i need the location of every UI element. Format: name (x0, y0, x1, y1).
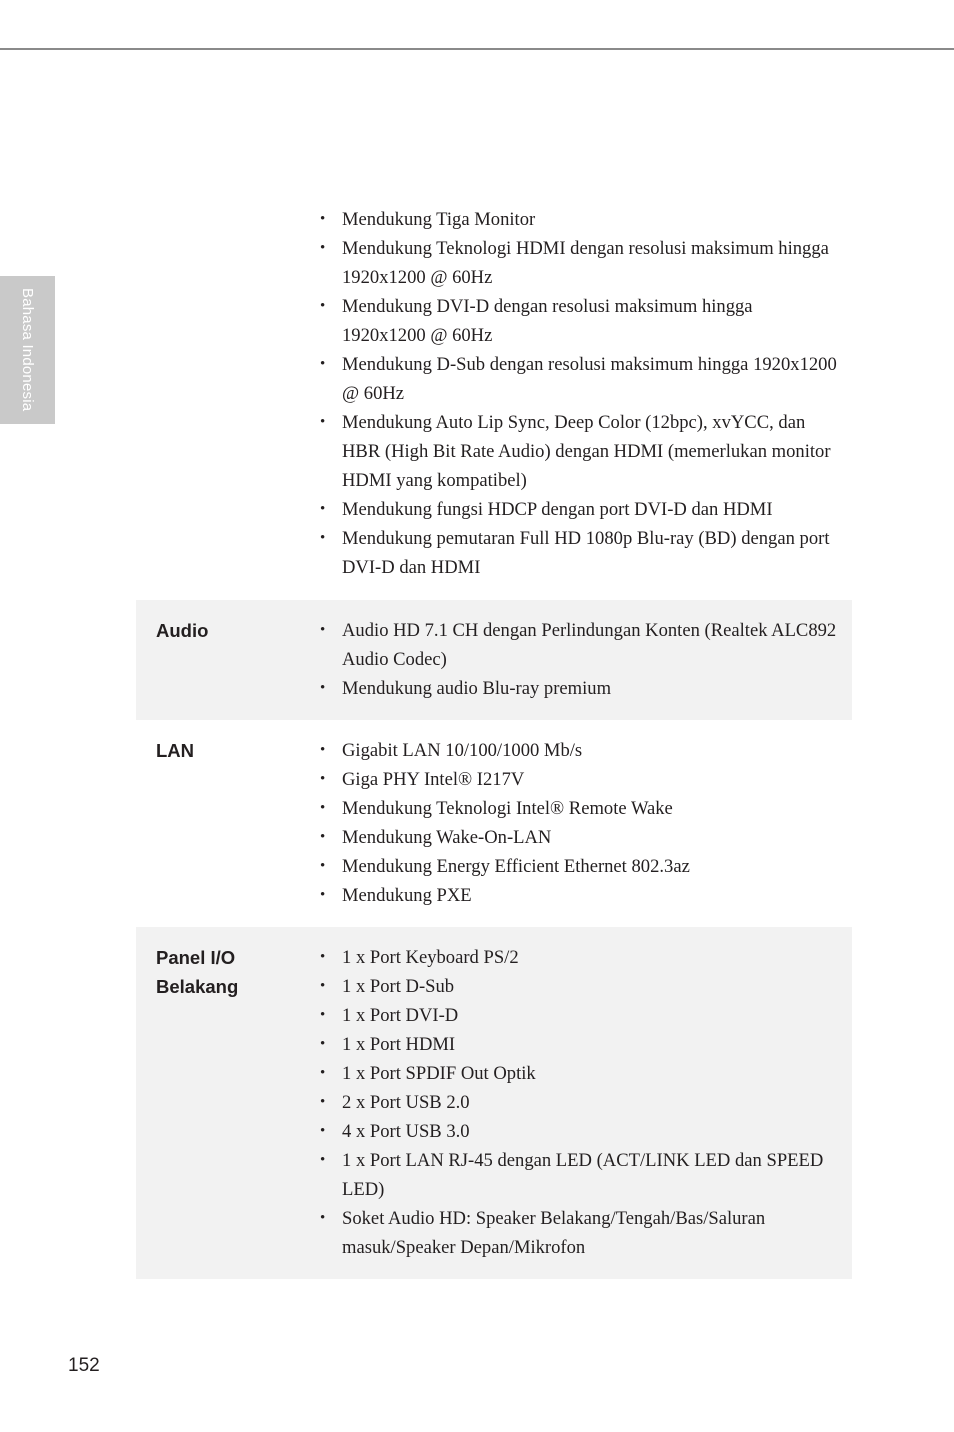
list-item: • Mendukung Teknologi HDMI dengan resolusi maksimum hingga 1920x1200 @ 60Hz (320, 234, 840, 292)
list-item: • 2 x Port USB 2.0 (320, 1088, 840, 1117)
spec-row-rear-panel (136, 927, 852, 1279)
spec-row-audio-label: Audio (156, 620, 209, 641)
list-item: • 1 x Port DVI-D (320, 1001, 840, 1030)
header-rule (0, 48, 954, 50)
list-item: • 1 x Port D-Sub (320, 972, 840, 1001)
spec-row-lan (136, 720, 852, 927)
list-item: • 1 x Port Keyboard PS/2 (320, 943, 840, 972)
page-number: 152 (68, 1355, 100, 1376)
list-item: • Mendukung audio Blu-ray premium (320, 674, 840, 703)
list-item: • Mendukung Energy Efficient Ethernet 802.3az (320, 852, 840, 881)
list-item: • Giga PHY Intel® I217V (320, 765, 840, 794)
spec-list-display (320, 205, 840, 582)
list-item: • Soket Audio HD: Speaker Belakang/Tengah/Bas/Saluran masuk/Speaker Depan/Mikrofon (320, 1204, 840, 1262)
spec-row-lan-label: LAN (156, 740, 195, 761)
list-item: • Mendukung pemutaran Full HD 1080p Blu-ray (BD) dengan port DVI-D dan HDMI (320, 524, 840, 582)
spec-list-audio (320, 616, 840, 703)
spec-list-lan (320, 736, 840, 910)
spec-row-rear-panel-label (136, 943, 320, 1262)
spec-list-rear-panel (320, 943, 840, 1262)
rear-panel-label-line2: Belakang (156, 976, 239, 997)
list-item: • Mendukung Wake-On-LAN (320, 823, 840, 852)
specification-table (136, 202, 852, 1279)
list-item: • Mendukung DVI-D dengan resolusi maksimum hingga 1920x1200 @ 60Hz (320, 292, 840, 350)
language-side-tab-label: Bahasa Indonesia (19, 288, 36, 412)
rear-panel-label-line1: Panel I/O (156, 947, 236, 968)
list-item: • Mendukung Tiga Monitor (320, 205, 840, 234)
list-item: • 4 x Port USB 3.0 (320, 1117, 840, 1146)
list-item: • Mendukung PXE (320, 881, 840, 910)
list-item: • Mendukung fungsi HDCP dengan port DVI-D dan HDMI (320, 495, 840, 524)
spec-row-display-label (136, 205, 320, 582)
list-item: • Mendukung Teknologi Intel® Remote Wake (320, 794, 840, 823)
spec-row-audio (136, 600, 852, 720)
list-item: • Gigabit LAN 10/100/1000 Mb/s (320, 736, 840, 765)
list-item: • Mendukung D-Sub dengan resolusi maksimum hingga 1920x1200 @ 60Hz (320, 350, 840, 408)
language-side-tab (0, 276, 55, 424)
list-item: • Mendukung Auto Lip Sync, Deep Color (12bpc), xvYCC, dan HBR (High Bit Rate Audio) dengan HDMI (memerlukan monitor HDMI yang kompatibel) (320, 408, 840, 495)
list-item: • 1 x Port HDMI (320, 1030, 840, 1059)
list-item: • 1 x Port LAN RJ-45 dengan LED (ACT/LINK LED dan SPEED LED) (320, 1146, 840, 1204)
list-item: • Audio HD 7.1 CH dengan Perlindungan Konten (Realtek ALC892 Audio Codec) (320, 616, 840, 674)
spec-row-display (136, 202, 852, 600)
list-item: • 1 x Port SPDIF Out Optik (320, 1059, 840, 1088)
